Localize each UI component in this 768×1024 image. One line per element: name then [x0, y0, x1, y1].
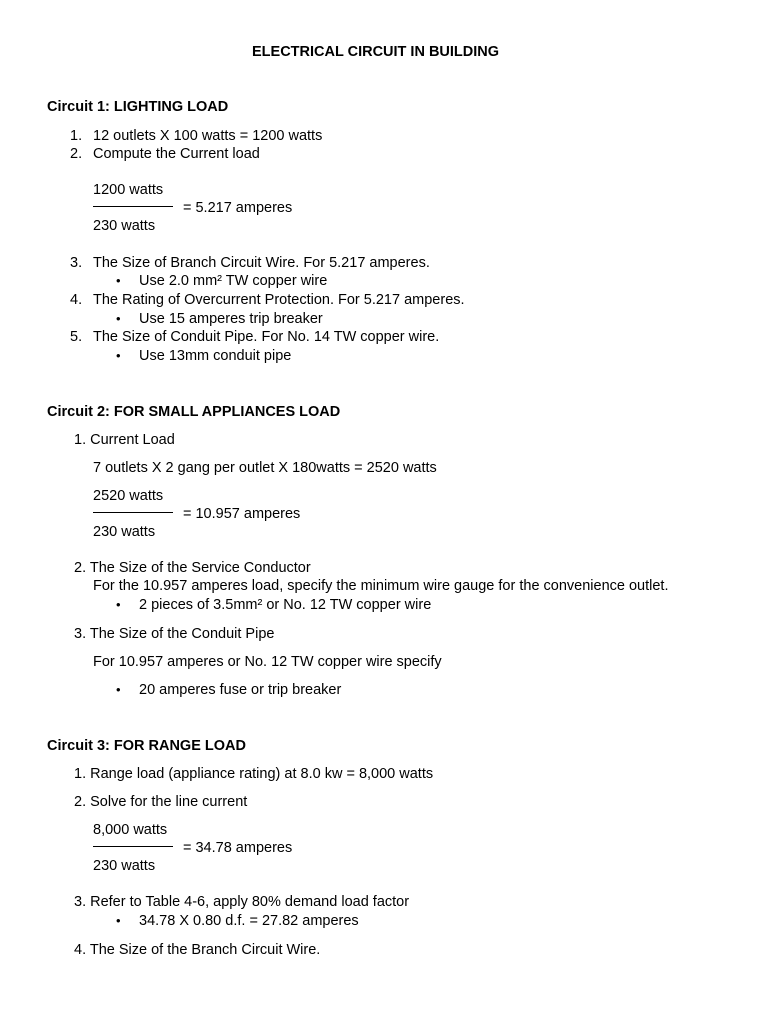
- c3-fraction-result: = 34.78 amperes: [183, 840, 293, 856]
- c2-item-1: 1. Current Load: [74, 432, 175, 448]
- c2-fraction-denominator: 230 watts: [93, 524, 156, 540]
- c3-fraction-numerator: 8,000 watts: [93, 822, 168, 838]
- circuit-2-heading: Circuit 2: FOR SMALL APPLIANCES LOAD: [47, 404, 341, 420]
- c2-bullet-3: 20 amperes fuse or trip breaker: [139, 682, 342, 698]
- bullet-icon: •: [116, 913, 121, 928]
- c1-item-1: 12 outlets X 100 watts = 1200 watts: [93, 128, 323, 144]
- circuit-3-heading: Circuit 3: FOR RANGE LOAD: [47, 738, 246, 754]
- c1-item-2-number: 2.: [70, 146, 83, 162]
- c3-bullet-3: 34.78 X 0.80 d.f. = 27.82 amperes: [139, 913, 359, 929]
- circuit-1-heading: Circuit 1: LIGHTING LOAD: [47, 99, 229, 115]
- c1-fraction-bar: [93, 206, 173, 207]
- c1-fraction-denominator: 230 watts: [93, 218, 156, 234]
- c2-item-3: 3. The Size of the Conduit Pipe: [74, 626, 275, 642]
- document-title: ELECTRICAL CIRCUIT IN BUILDING: [252, 44, 500, 60]
- c2-calculation: 7 outlets X 2 gang per outlet X 180watts = 2520 watts: [93, 460, 437, 476]
- c1-item-4-number: 4.: [70, 292, 83, 308]
- c2-fraction-result: = 10.957 amperes: [183, 506, 301, 522]
- c3-item-4: 4. The Size of the Branch Circuit Wire.: [74, 942, 321, 958]
- c2-fraction-numerator: 2520 watts: [93, 488, 164, 504]
- bullet-icon: •: [116, 348, 121, 363]
- bullet-icon: •: [116, 682, 121, 697]
- c1-item-3: The Size of Branch Circuit Wire. For 5.217 amperes.: [93, 255, 430, 271]
- bullet-icon: •: [116, 311, 121, 326]
- c2-bullet-2: 2 pieces of 3.5mm² or No. 12 TW copper wire: [139, 597, 432, 613]
- c3-fraction-denominator: 230 watts: [93, 858, 156, 874]
- c1-fraction-result: = 5.217 amperes: [183, 200, 293, 216]
- c2-item-2: 2. The Size of the Service Conductor: [74, 560, 311, 576]
- c1-item-5-number: 5.: [70, 329, 83, 345]
- c1-item-3-number: 3.: [70, 255, 83, 271]
- c1-bullet-5: Use 13mm conduit pipe: [139, 348, 292, 364]
- bullet-icon: •: [116, 273, 121, 288]
- c1-fraction-numerator: 1200 watts: [93, 182, 164, 198]
- bullet-icon: •: [116, 597, 121, 612]
- c1-item-1-number: 1.: [70, 128, 83, 144]
- c1-item-4: The Rating of Overcurrent Protection. For 5.217 amperes.: [93, 292, 465, 308]
- c1-bullet-4: Use 15 amperes trip breaker: [139, 311, 323, 327]
- c2-item-3-text: For 10.957 amperes or No. 12 TW copper wire specify: [93, 654, 442, 670]
- c3-item-1: 1. Range load (appliance rating) at 8.0 kw = 8,000 watts: [74, 766, 434, 782]
- c3-item-2: 2. Solve for the line current: [74, 794, 248, 810]
- c3-fraction-bar: [93, 846, 173, 847]
- c2-fraction-bar: [93, 512, 173, 513]
- c1-item-5: The Size of Conduit Pipe. For No. 14 TW copper wire.: [93, 329, 440, 345]
- c1-bullet-3: Use 2.0 mm² TW copper wire: [139, 273, 328, 289]
- c3-item-3: 3. Refer to Table 4-6, apply 80% demand load factor: [74, 894, 410, 910]
- c2-item-2-text: For the 10.957 amperes load, specify the minimum wire gauge for the convenience outlet.: [93, 578, 669, 594]
- c1-item-2: Compute the Current load: [93, 146, 260, 162]
